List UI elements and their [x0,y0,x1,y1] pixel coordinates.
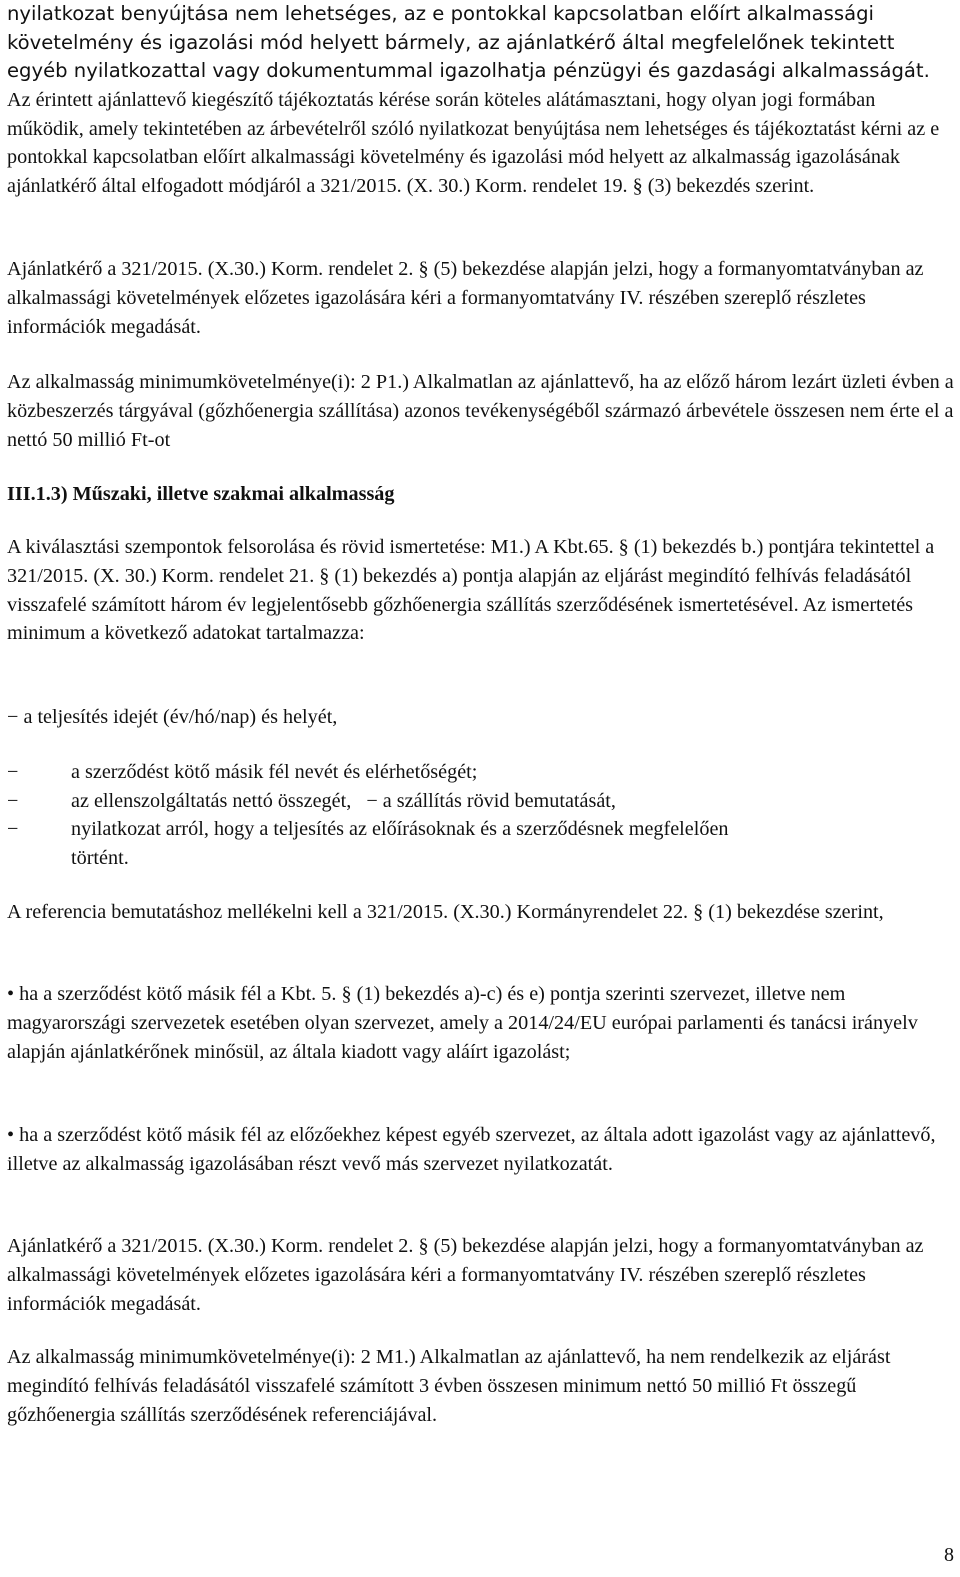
preliminary-paragraph-1: Ajánlatkérő a 321/2015. (X.30.) Korm. rendelet 2. § (5) bekezdése alapján jelzi, hogy a formanyomtatványban az alkalmassági követelmények előzetes igazolására kéri a formanyomtatvány IV. részében szereplő részletes információk megadását. [7,258,924,338]
dash-item-text: nyilatkozat arról, hogy a teljesítés az előírásoknak és a szerződésnek megfelelően [71,818,729,840]
page-number: 8 [944,1544,954,1566]
bullet-item-2 [7,1121,955,1179]
dash-item-text: a szerződést kötő másik fél nevét és elérhetőségét; [71,761,478,783]
dash-item-text: a teljesítés idejét (év/hó/nap) és helyét, [23,706,338,728]
bullet-glyph: • [7,1124,15,1146]
dash-item-3 [7,787,616,816]
dash-glyph: − [366,790,378,812]
intro-sans-text: nyilatkozat benyújtása nem lehetséges, az e pontokkal kapcsolatban előírt alkalmassági követelmény és igazolási mód helyett bármely, az ajánlatkérő által megfelelőnek tekintett egyéb nyilatkozattal vagy dokumentummal igazolhatja pénzügyi és gazdasági alkalmasságát. [7,2,930,83]
bullet-text: ha a szerződést kötő másik fél a Kbt. 5. § (1) bekezdés a)-c) és e) pontja szerinti szervezet, illetve nem magyarországi szervezetek esetében olyan szervezet, amely a 2014/24/EU európai parlamenti és tanácsi irányelv alapján ajánlatkérőnek minősül, az általa kiadott vagy aláírt igazolást; [7,983,918,1063]
minimum-requirement-m1: Az alkalmasság minimumkövetelménye(i): 2 M1.) Alkalmatlan az ajánlattevő, ha nem rendelkezik az eljárást megindító felhívás feladásától visszafelé számított 3 évben összesen minimum nettó 50 millió Ft összegű gőzhőenergia szállítás szerződésének referenciájával. [7,1346,891,1426]
dash-item-text: történt. [71,847,129,869]
dash-glyph: − [7,761,19,783]
selection-criteria-paragraph: A kiválasztási szempontok felsorolása és rövid ismertetése: M1.) A Kbt.65. § (1) bekezdés b.) pontjára tekintettel a 321/2015. (X. 30.) Korm. rendelet 21. § (1) bekezdés a) pontja alapján az eljárást megindító felhívás feladásától visszafelé számított három év legjelentősebb gőzhőenergia szállítás szerződésének ismertetésével. Az ismertetés minimum a következő adatokat tartalmazza: [7,536,935,645]
preliminary-paragraph-2: Ajánlatkérő a 321/2015. (X.30.) Korm. rendelet 2. § (5) bekezdése alapján jelzi, hogy a formanyomtatványban az alkalmassági követelmények előzetes igazolására kéri a formanyomtatvány IV. részében szereplő részletes információk megadását. [7,1235,924,1315]
minimum-requirement-p1: Az alkalmasság minimumkövetelménye(i): 2 P1.) Alkalmatlan az ajánlattevő, ha az előző három lezárt üzleti évben a közbeszerzés tárgyával (gőzhőenergia szállítása) azonos tevékenységéből származó árbevétele összesen nem érte el a nettó 50 millió Ft-ot [7,371,954,451]
dash-item-1 [7,703,337,732]
dash-item-text: az ellenszolgáltatás nettó összegét, [71,790,352,812]
bullet-item-1 [7,980,955,1066]
reference-paragraph: A referencia bemutatáshoz mellékelni kell a 321/2015. (X.30.) Kormányrendelet 22. § (1) bekezdése szerint, [7,901,884,923]
dash-item-2 [7,758,477,787]
bullet-text: ha a szerződést kötő másik fél az előzőekhez képest egyéb szervezet, az általa adott igazolást vagy az ajánlattevő, illetve az alkalmasság igazolásában részt vevő más szervezet nyilatkozatát. [7,1124,936,1175]
dash-item-text: a szállítás rövid bemutatását, [382,790,616,812]
dash-glyph: − [7,790,19,812]
intro-paragraph [7,0,955,201]
dash-item-4 [7,815,729,844]
bullet-glyph: • [7,983,15,1005]
intro-serif-text: Az érintett ajánlattevő kiegészítő tájékoztatás kérése során köteles alátámasztani, hogy olyan jogi formában működik, amely tekintetében az árbevételről szóló nyilatkozat benyújtása nem lehetséges és tájékoztatást kérni az e pontokkal kapcsolatban előírt alkalmassági követelmény és igazolási mód helyett az alkalmasság igazolásának ajánlatkérő által elfogadott módjáról a 321/2015. (X. 30.) Korm. rendelet 19. § (3) bekezdés szerint. [7,88,940,198]
dash-glyph: − [7,818,19,840]
dash-item-4-continuation [71,844,129,873]
section-heading: III.1.3) Műszaki, illetve szakmai alkalmasság [7,483,395,505]
dash-glyph: − [7,706,19,728]
